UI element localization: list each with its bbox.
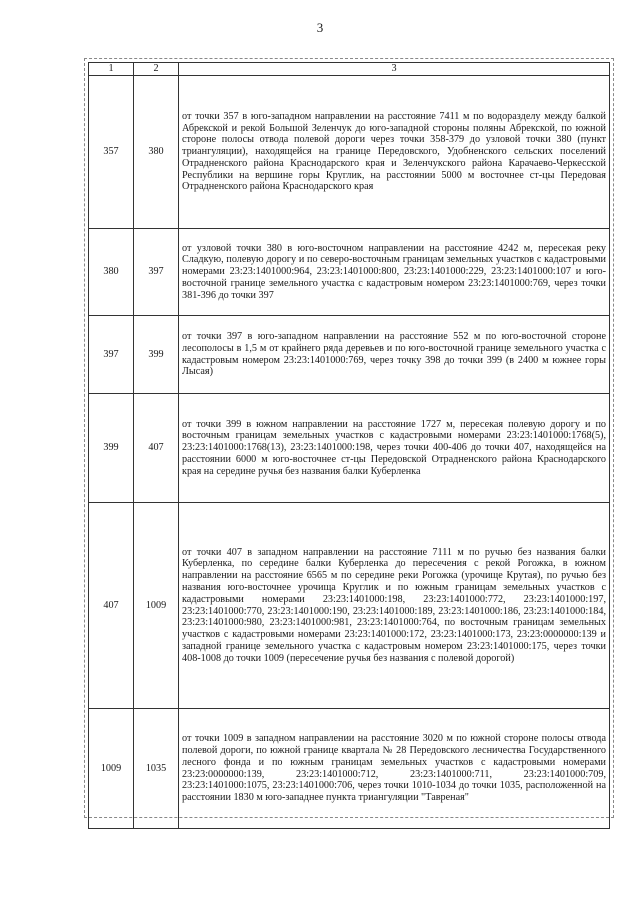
to-point: 1009	[134, 503, 179, 709]
table-row	[89, 503, 610, 709]
table-row	[89, 229, 610, 316]
segment-description: от точки 397 в юго-западном направлении на расстояние 552 м по юго-восточной стороне лесополосы в 1,5 м от крайнего ряда деревьев и по юго-восточной границе земельного участка с кадастровым номером 23:23:1401000:769, через точку 398 до точки 399 (в 2400 м южнее горы Лысая)	[179, 316, 610, 394]
segment-description: от точки 407 в западном направлении на расстояние 7111 м по ручью без названия балки Куберленка, по середине балки Куберленка до пересечения с рекой Рогожка, в южном направлении на расстояние 6565 м по середине реки Рогожка (урочище Крутая), по ручью без названия юго-восточнее урочища Круглик и по южным границам земельных участков с кадастровыми номерами 23:23:1401000:198, 23:23:1401000:772, 23:23:1401000:197, 23:23:1401000:770, 23:23:1401000:190, 23:23:1401000:189, 23:23:1401000:186, 23:23:1401000:184, 23:23:1401000:980, 23:23:1401000:981, 23:23:1401000:764, по восточным границам земельных участков с кадастровыми номерами 23:23:1401000:172, 23:23:1401000:173, 23:23:0000000:139 и западной границе земельного участка с кадастровым номером 23:23:1401000:175, через точки 408-1008 до точки 1009 (пересечение ручья без названия с полевой дорогой)	[179, 503, 610, 709]
header-col-3: 3	[179, 63, 610, 76]
from-point: 1009	[89, 709, 134, 829]
from-point: 397	[89, 316, 134, 394]
from-point: 357	[89, 76, 134, 229]
table-row	[89, 316, 610, 394]
header-col-2: 2	[134, 63, 179, 76]
table-row	[89, 709, 610, 829]
from-point: 407	[89, 503, 134, 709]
to-point: 399	[134, 316, 179, 394]
segment-description: от точки 357 в юго-западном направлении на расстояние 7411 м по водоразделу между балкой Абрекской и рекой Большой Зеленчук до юго-западной стороны поляны Абрекской, по южной стороне полосы отвода полевой дороги через точки 358-379 до узловой точки 380 (пункт триангуляции), находящейся на границе Передовского, Удобненского сельских поселений Отрадненского района Краснодарского края и Зеленчукского района Карачаево-Черкесской Республики на вершине горы Круглик, на расстоянии 5000 м восточнее ст-цы Передовая Отрадненского района Краснодарского края	[179, 76, 610, 229]
to-point: 397	[134, 229, 179, 316]
header-col-1: 1	[89, 63, 134, 76]
table-row	[89, 394, 610, 503]
to-point: 380	[134, 76, 179, 229]
boundary-description-table	[88, 62, 610, 829]
from-point: 399	[89, 394, 134, 503]
segment-description: от точки 1009 в западном направлении на расстояние 3020 м по южной стороне полосы отвода полевой дороги, по южной границе квартала № 28 Передовского лесничества Государственного лесного фонда и по южным границам земельных участков с кадастровыми номерами 23:23:0000000:139, 23:23:1401000:712, 23:23:1401000:711, 23:23:1401000:709, 23:23:1401000:1075, 23:23:1401000:706, через точки 1010-1034 до точки 1035, расположенной на расстоянии 1830 м юго-западнее пункта триангуляции "Тавреная"	[179, 709, 610, 829]
page-number: 3	[316, 20, 324, 35]
table-row	[89, 76, 610, 229]
to-point: 407	[134, 394, 179, 503]
from-point: 380	[89, 229, 134, 316]
header-row	[89, 63, 610, 76]
segment-description: от узловой точки 380 в юго-восточном направлении на расстояние 4242 м, пересекая реку Сладкую, полевую дорогу и по северо-восточным границам земельных участков с кадастровыми номерами 23:23:1401000:964, 23:23:1401000:800, 23:23:1401000:229, 23:23:1401000:107 и юго-восточной границе земельного участка с кадастровым номером 23:23:1401000:769, через точки 381-396 до точки 397	[179, 229, 610, 316]
segment-description: от точки 399 в южном направлении на расстояние 1727 м, пересекая полевую дорогу и по восточным границам земельных участков с кадастровыми номерами 23:23:1401000:1768(5), 23:23:1401000:1768(13), 23:23:1401000:198, через точки 400-406 до точки 407, находящейся на расстоянии 6000 м юго-восточнее ст-цы Передовской Отрадненского района Краснодарского края на середине ручья без названия балки Куберленка	[179, 394, 610, 503]
to-point: 1035	[134, 709, 179, 829]
